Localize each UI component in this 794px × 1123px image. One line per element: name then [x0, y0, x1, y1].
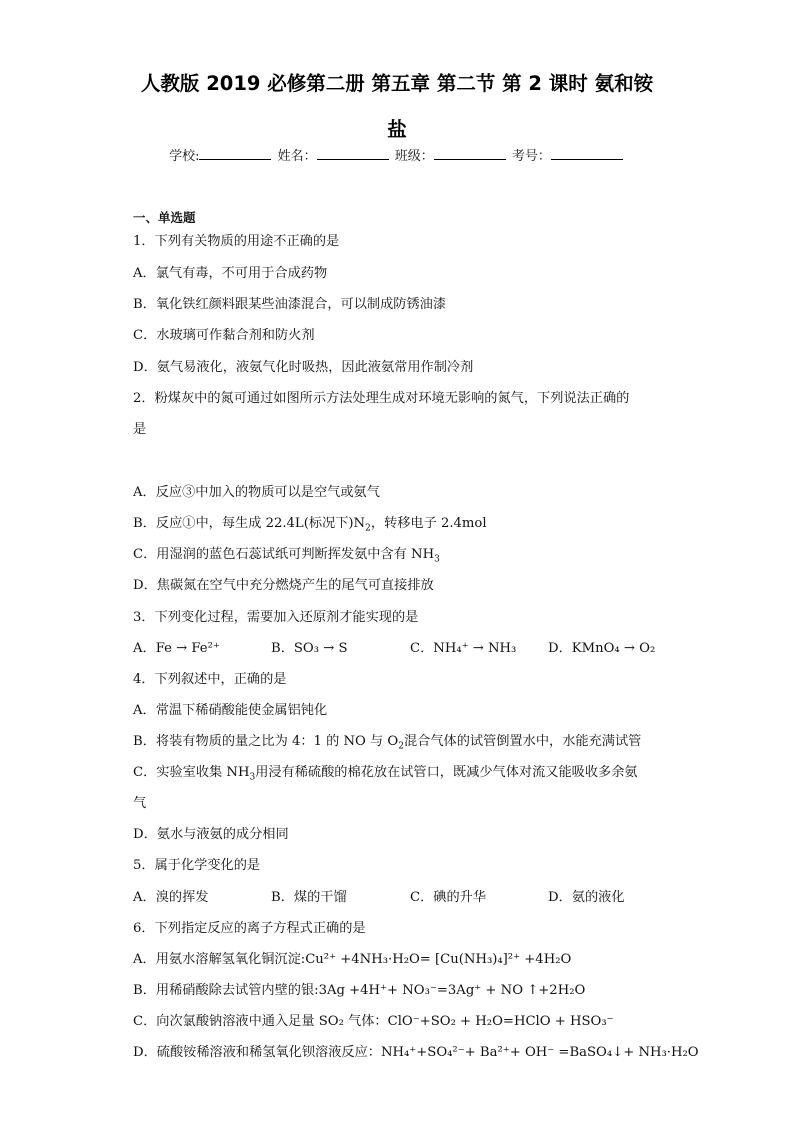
q4-option-c-continued: 气	[133, 796, 147, 811]
q3-option-b: B．SO₃ → S	[271, 641, 348, 656]
q6-option-c: C．向次氯酸钠溶液中通入足量 SO₂ 气体：ClO⁻+SO₂ + H₂O=HClO + HSO₃⁻	[133, 1014, 614, 1029]
q1-option-b: B．氧化铁红颜料跟某些油漆混合，可以制成防锈油漆	[133, 297, 447, 312]
q2-stem-line2: 是	[133, 422, 147, 437]
q6-option-d: D．硫酸铵稀溶液和稀氢氧化钡溶液反应：NH₄⁺+SO₄²⁻+ Ba²⁺+ OH⁻ =BaSO₄↓+ NH₃·H₂O	[133, 1045, 699, 1060]
q1-option-a: A．氯气有毒，不可用于合成药物	[133, 266, 328, 281]
name-blank[interactable]	[317, 147, 389, 160]
student-info-fields	[0, 145, 794, 164]
q5-stem: 5．属于化学变化的是	[133, 858, 261, 873]
q2-option-c: C．用湿润的蓝色石蕊试纸可判断挥发氨中含有 $NH_3$	[133, 547, 440, 565]
q1-option-d: D．氨气易液化，液氨气化时吸热，因此液氨常用作制冷剂	[133, 360, 474, 375]
name-label: 姓名：	[277, 149, 317, 164]
class-blank[interactable]	[434, 147, 506, 160]
q3-option-d: D．KMnO₄ → O₂	[548, 641, 656, 656]
exam-number-blank[interactable]	[551, 147, 623, 160]
q3-stem: 3．下列变化过程，需要加入还原剂才能实现的是	[133, 610, 419, 625]
q5-option-a: A．溴的挥发	[133, 890, 209, 905]
q2-option-d: D．焦碳氮在空气中充分燃烧产生的尾气可直接排放	[133, 578, 434, 593]
q5-option-c: C．碘的升华	[410, 890, 487, 905]
q3-option-a: A．Fe → Fe²⁺	[133, 641, 220, 656]
class-label: 班级：	[394, 149, 434, 164]
q6-option-b: B．用稀硝酸除去试管内壁的银:3Ag +4H⁺+ NO₃⁻=3Ag⁺ + NO ↑+2H₂O	[133, 983, 586, 998]
q4-option-a: A．常温下稀硝酸能使金属铝钝化	[133, 703, 328, 718]
q6-option-a: A．用氨水溶解氢氧化铜沉淀:Cu²⁺ +4NH₃·H₂O= [Cu(NH₃)₄]²⁺ +4H₂O	[133, 952, 572, 967]
q4-option-b: B．将装有物质的量之比为 4：1 的 NO 与 $O_2$混合气体的试管倒置水中，水能充满试管	[133, 734, 642, 752]
school-blank[interactable]	[199, 147, 271, 160]
q4-option-c: C．实验室收集 $NH_3$用浸有稀硫酸的棉花放在试管口，既减少气体对流又能吸收多余氨	[133, 765, 638, 783]
school-label: 学校:	[169, 149, 200, 164]
q1-option-c: C．水玻璃可作黏合剂和防火剂	[133, 328, 315, 343]
q6-stem: 6．下列指定反应的离子方程式正确的是	[133, 921, 366, 936]
q2-stem-line1: 2．粉煤灰中的氮可通过如图所示方法处理生成对环境无影响的氮气，下列说法正确的	[133, 391, 630, 406]
q2-option-a: A．反应③中加入的物质可以是空气或氨气	[133, 485, 380, 500]
q4-stem: 4．下列叙述中，正确的是	[133, 672, 287, 687]
q5-option-d: D．氨的液化	[548, 890, 625, 905]
section-heading: 一、单选题	[133, 210, 196, 225]
q4-option-d: D．氨水与液氨的成分相同	[133, 827, 289, 842]
document-title-line2: 盐	[387, 118, 407, 141]
q5-option-b: B．煤的干馏	[271, 890, 347, 905]
document-title-line1: 人教版 2019 必修第二册 第五章 第二节 第 2 课时 氨和铵	[140, 72, 654, 95]
q2-option-b: B．反应①中，每生成 22.4L(标况下)$N_2$，转移电子 2.4mol	[133, 516, 487, 534]
exam-number-label: 考号：	[511, 149, 551, 164]
q1-stem: 1．下列有关物质的用途不正确的是	[133, 234, 340, 249]
q3-option-c: C．NH₄⁺ → NH₃	[410, 641, 517, 656]
